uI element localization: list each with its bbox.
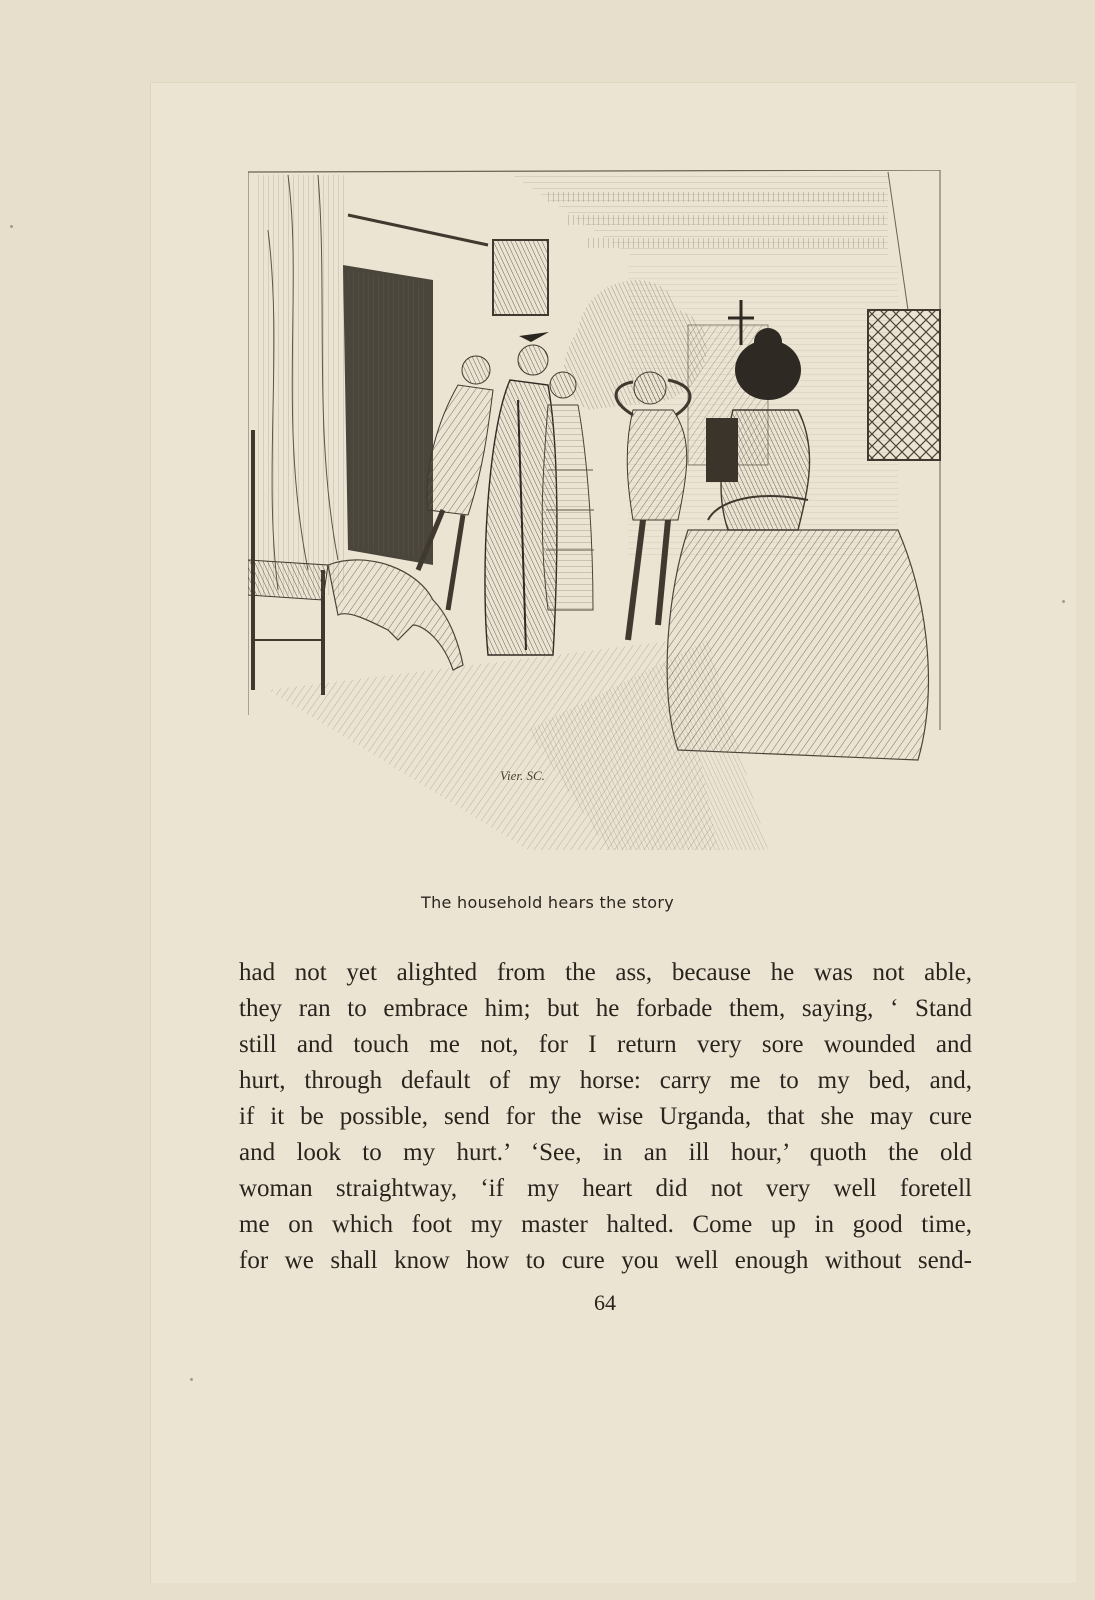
text-line: still and touch me not, for I return very sore wounded and — [239, 1031, 972, 1058]
text-line: me on which foot my master halted. Come up in good time, — [239, 1211, 972, 1238]
paper-speck — [1062, 600, 1065, 603]
text-line: and look to my hurt.’ ‘See, in an ill hour,’ quoth the old — [239, 1139, 972, 1166]
text-line: woman straightway, ‘if my heart did not very well foretell — [239, 1175, 972, 1202]
floor — [268, 640, 768, 850]
paper-speck — [10, 225, 13, 228]
text-line: they ran to embrace him; but he forbade them, saying, ‘ Stand — [239, 995, 972, 1022]
text-line: if it be possible, send for the wise Urganda, that she may cure — [239, 1103, 972, 1130]
text-line: hurt, through default of my horse: carry me to my bed, and, — [239, 1067, 972, 1094]
curtain — [258, 175, 348, 595]
text-line: for we shall know how to cure you well enough without send- — [239, 1247, 972, 1274]
text-line: had not yet alighted from the ass, because he was not able, — [239, 959, 972, 986]
artist-signature: Vier. SC. — [500, 768, 545, 783]
illustration-caption: The household hears the story — [421, 893, 674, 912]
body-text — [239, 955, 972, 1279]
page-number: 64 — [594, 1290, 616, 1315]
paper-speck — [190, 1378, 193, 1381]
engraving-illustration — [248, 170, 960, 850]
